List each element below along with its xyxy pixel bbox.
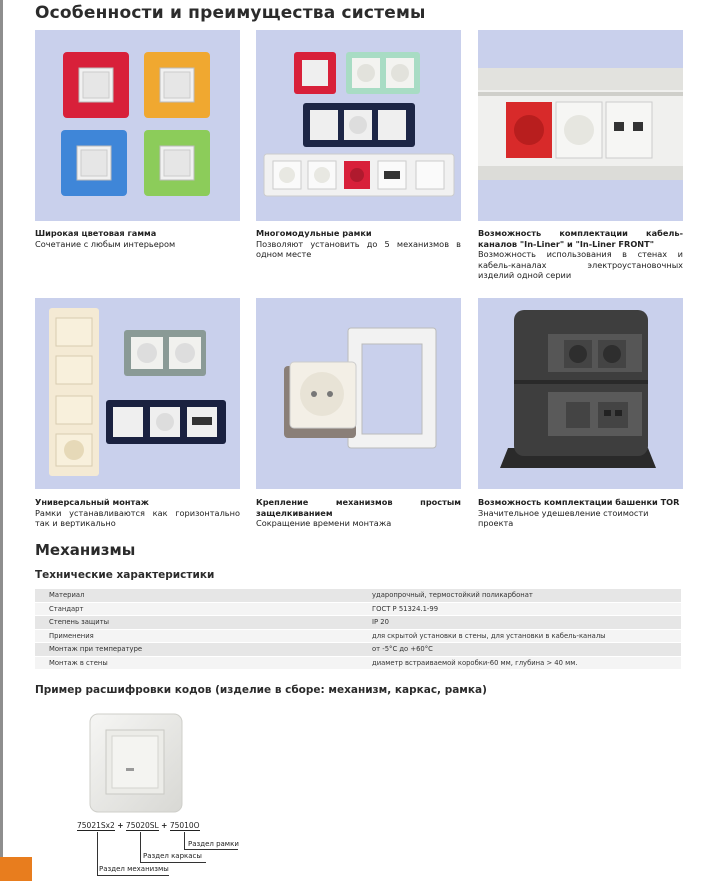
decode-title: Пример расшифровки кодов (изделие в сборе: механизм, каркас, рамка)	[35, 684, 487, 696]
label-mechanism-section: Раздел механизмы	[99, 865, 169, 873]
feature-caption-colors	[35, 228, 240, 249]
connector-line	[97, 832, 98, 875]
table-row	[35, 616, 681, 630]
label-carcass-section: Раздел каркасы	[143, 852, 202, 860]
feature-heading: Крепление механизмов простым защелкиванием	[256, 497, 461, 518]
spec-key: Применения	[35, 629, 358, 643]
spec-value: ГОСТ Р 51324.1-99	[358, 602, 681, 616]
spec-value: ударопрочный, термостойкий поликарбонат	[358, 589, 681, 602]
feature-caption-cable-channel	[478, 228, 683, 281]
code-mechanism: 75021Sx2	[77, 821, 115, 830]
feature-heading: Возможность комплектации башенки TOR	[478, 497, 680, 507]
feature-image-snap	[256, 298, 461, 489]
spec-key: Материал	[35, 589, 358, 602]
connector-line	[97, 875, 169, 876]
spec-key: Монтаж в стены	[35, 656, 358, 670]
spec-table	[35, 589, 681, 670]
page-corner-tab	[0, 857, 32, 881]
connector-line	[184, 849, 238, 850]
cable-channel-icon	[478, 30, 683, 221]
spec-value: от -5°C до +60°C	[358, 643, 681, 657]
colored-switches-icon	[35, 30, 240, 221]
left-margin-rule	[0, 0, 3, 881]
universal-mount-icon	[35, 298, 240, 489]
code-plus: +	[161, 821, 168, 830]
feature-image-tor	[478, 298, 683, 489]
code-string	[77, 821, 200, 830]
feature-image-universal	[35, 298, 240, 489]
feature-heading: Широкая цветовая гамма	[35, 228, 157, 238]
feature-description: Рамки устанавливаются как горизонтально так и вертикально	[35, 507, 240, 528]
connector-line	[140, 832, 141, 862]
spec-value: IP 20	[358, 616, 681, 630]
table-row	[35, 629, 681, 643]
label-frame-section: Раздел рамки	[188, 840, 239, 848]
code-carcass: 75020SL	[125, 821, 159, 830]
feature-description: Возможность использования в стенах и кабель-каналах электроустановочных изделий одной серии	[478, 249, 683, 280]
feature-image-colors	[35, 30, 240, 221]
feature-caption-universal	[35, 497, 240, 529]
connector-line	[184, 832, 185, 849]
connector-line	[140, 862, 206, 863]
feature-heading: Универсальный монтаж	[35, 497, 149, 507]
feature-heading: Многомодульные рамки	[256, 228, 372, 238]
feature-caption-snap	[256, 497, 461, 529]
table-row	[35, 602, 681, 616]
mechanisms-title: Механизмы	[35, 541, 136, 559]
feature-description: Значительное удешевление стоимости проекта	[478, 507, 649, 528]
feature-caption-multimodule	[256, 228, 461, 260]
multimodule-frames-icon	[256, 30, 461, 221]
feature-description: Позволяют установить до 5 механизмов в одном месте	[256, 238, 461, 259]
snap-mount-icon	[256, 298, 461, 489]
spec-key: Стандарт	[35, 602, 358, 616]
table-row	[35, 643, 681, 657]
code-plus: +	[117, 821, 124, 830]
tor-tower-icon	[478, 298, 683, 489]
feature-caption-tor	[478, 497, 683, 529]
table-row	[35, 589, 681, 602]
feature-image-cable-channel	[478, 30, 683, 221]
feature-description: Сокращение времени монтажа	[256, 518, 392, 528]
spec-subtitle: Технические характеристики	[35, 569, 215, 581]
feature-image-multimodule	[256, 30, 461, 221]
table-row	[35, 656, 681, 670]
spec-key: Монтаж при температуре	[35, 643, 358, 657]
code-frame: 75010O	[169, 821, 200, 830]
assembled-switch-image	[88, 712, 184, 816]
feature-description: Сочетание с любым интерьером	[35, 238, 176, 249]
spec-value: диаметр встраиваемой коробки-60 мм, глубина > 40 мм.	[358, 656, 681, 670]
spec-key: Степень защиты	[35, 616, 358, 630]
page-title: Особенности и преимущества системы	[35, 3, 426, 23]
spec-value: для скрытой установки в стены, для установки в кабель-каналы	[358, 629, 681, 643]
feature-heading: Возможность комплектации кабель-каналов "In-Liner" и "In-Liner FRONT"	[478, 228, 683, 249]
